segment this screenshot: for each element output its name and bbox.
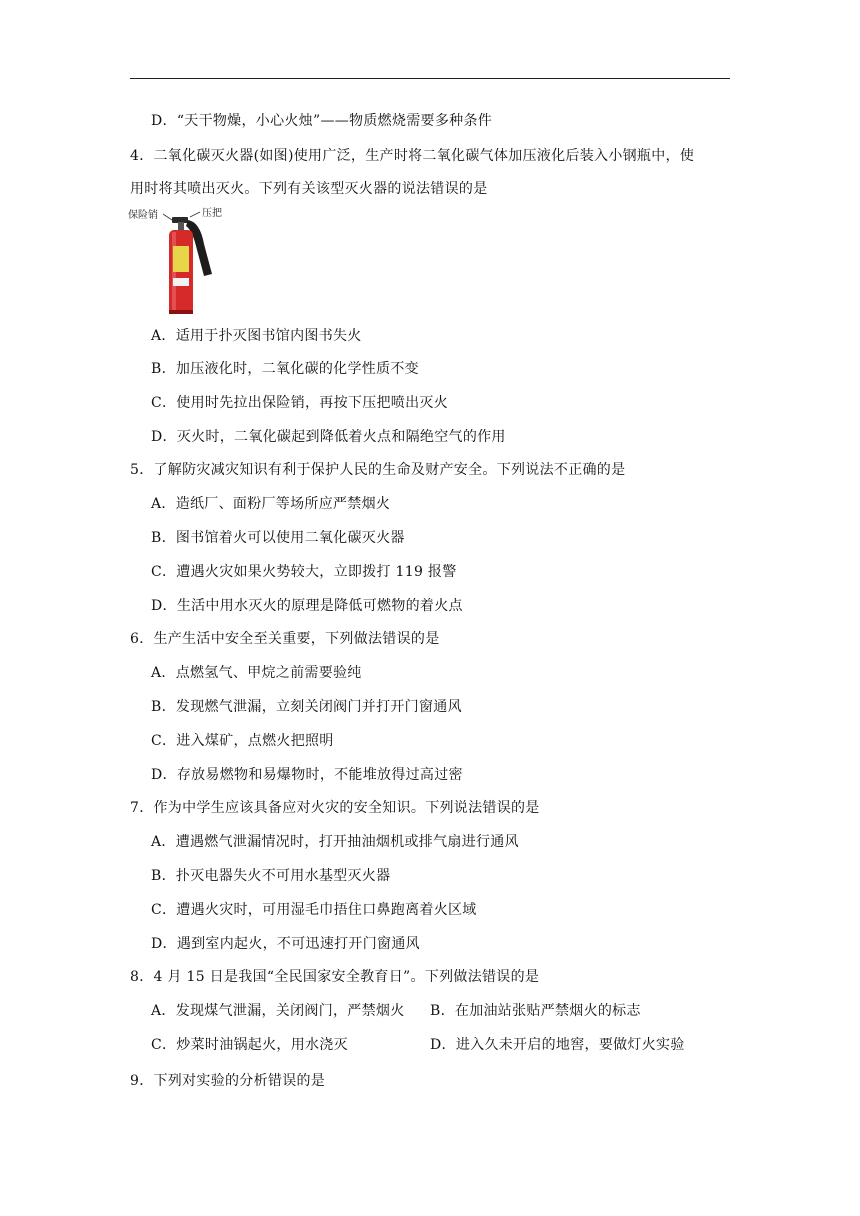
header-rule xyxy=(130,78,730,79)
q6-stem: 6．生产生活中安全至关重要，下列做法错误的是 xyxy=(130,631,440,647)
label-safety-pin: 保险销 xyxy=(128,210,158,221)
q4-option-a: A．适用于扑灭图书馆内图书失火 xyxy=(151,328,362,344)
q5-stem: 5．了解防灾减灾知识有利于保护人民的生命及财产安全。下列说法不正确的是 xyxy=(130,462,626,478)
q8-option-b: B．在加油站张贴严禁烟火的标志 xyxy=(430,1003,641,1019)
q6-option-a: A．点燃氢气、甲烷之前需要验纯 xyxy=(151,665,362,681)
fire-extinguisher-figure xyxy=(128,204,238,318)
q8-option-c: C．炒菜时油锅起火，用水浇灭 xyxy=(151,1037,348,1053)
q6-option-b: B．发现燃气泄漏，立刻关闭阀门并打开门窗通风 xyxy=(151,699,462,715)
q4-stem-line2: 用时将其喷出灭火。下列有关该型灭火器的说法错误的是 xyxy=(130,181,488,197)
q8-stem: 8．4 月 15 日是我国“全民国家安全教育日”。下列做法错误的是 xyxy=(130,969,540,985)
q7-option-b: B．扑灭电器失火不可用水基型灭火器 xyxy=(151,868,391,884)
q5-option-c: C．遭遇火灾如果火势较大，立即拨打 119 报警 xyxy=(151,564,457,580)
q6-option-c: C．进入煤矿，点燃火把照明 xyxy=(151,733,334,749)
q4-stem-line1: 4．二氧化碳灭火器(如图)使用广泛，生产时将二氧化碳气体加压液化后装入小钢瓶中，使 xyxy=(130,148,695,164)
q8-option-a: A．发现煤气泄漏，关闭阀门，严禁烟火 xyxy=(151,1003,405,1019)
q7-option-d: D．遇到室内起火，不可迅速打开门窗通风 xyxy=(151,936,420,952)
q8-option-d: D．进入久未开启的地窖，要做灯火实验 xyxy=(430,1037,685,1053)
label-handle: 压把 xyxy=(202,208,222,219)
fire-extinguisher-icon xyxy=(128,204,238,318)
q4-option-b: B．加压液化时，二氧化碳的化学性质不变 xyxy=(151,361,419,377)
q4-option-d: D．灭火时，二氧化碳起到降低着火点和隔绝空气的作用 xyxy=(151,429,506,445)
q9-stem: 9．下列对实验的分析错误的是 xyxy=(130,1073,326,1089)
q5-option-d: D．生活中用水灭火的原理是降低可燃物的着火点 xyxy=(151,598,463,614)
q7-stem: 7．作为中学生应该具备应对火灾的安全知识。下列说法错误的是 xyxy=(130,800,540,816)
q6-option-d: D．存放易燃物和易爆物时，不能堆放得过高过密 xyxy=(151,767,463,783)
q5-option-b: B．图书馆着火可以使用二氧化碳灭火器 xyxy=(151,530,405,546)
q7-option-c: C．遭遇火灾时，可用湿毛巾捂住口鼻跑离着火区域 xyxy=(151,902,477,918)
q3-option-d: D．“天干物燥，小心火烛”——物质燃烧需要多种条件 xyxy=(151,113,493,129)
q5-option-a: A．造纸厂、面粉厂等场所应严禁烟火 xyxy=(151,496,391,512)
q7-option-a: A．遭遇燃气泄漏情况时，打开抽油烟机或排气扇进行通风 xyxy=(151,834,519,850)
q4-option-c: C．使用时先拉出保险销，再按下压把喷出灭火 xyxy=(151,395,449,411)
